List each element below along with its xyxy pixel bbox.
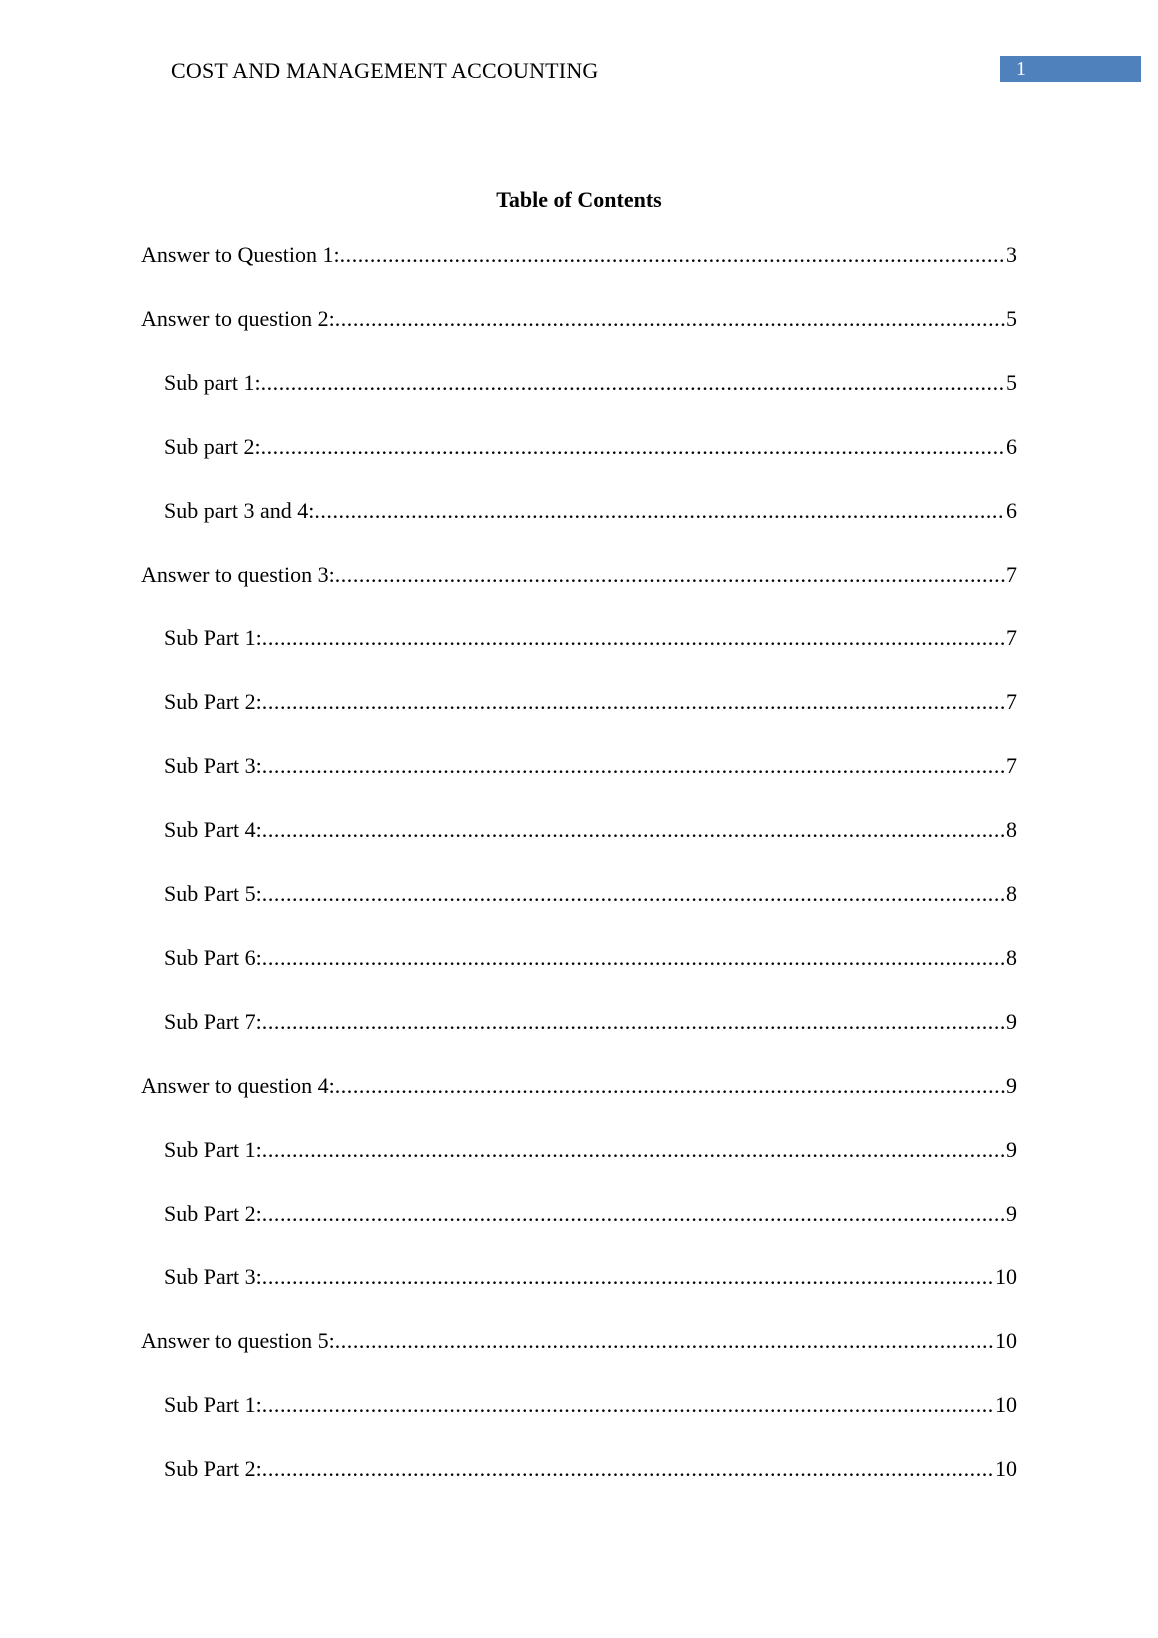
toc-entry-label: Sub Part 5: [164, 881, 262, 906]
toc-entry-label: Sub Part 2: [164, 1456, 262, 1482]
toc-dot-leader [262, 1455, 994, 1483]
toc-entry-page-number: 7 [1006, 561, 1017, 587]
toc-entry-label: Sub part 3 and 4: [164, 497, 315, 523]
toc-entry[interactable] [141, 561, 1017, 589]
toc-entry-page-number: 10 [995, 1392, 1017, 1418]
toc-entry[interactable] [164, 369, 1017, 397]
toc-dot-leader [262, 688, 1005, 716]
toc-entry-page-number: 7 [1006, 753, 1017, 779]
toc-entry[interactable] [164, 752, 1017, 780]
toc-entry-page-number: 9 [1006, 1200, 1017, 1226]
toc-entry-page-number: 3 [1006, 242, 1017, 267]
page-number-box [1000, 56, 1141, 82]
toc-entry-label: Sub Part 1: [164, 1392, 262, 1418]
toc-dot-leader [262, 1136, 1005, 1164]
toc-entry[interactable] [164, 624, 1017, 652]
toc-entry-page-number: 8 [1006, 881, 1017, 906]
toc-dot-leader [335, 561, 1005, 589]
toc-dot-leader [314, 497, 1005, 525]
toc-dot-leader [262, 1008, 1005, 1036]
toc-entry-page-number: 8 [1006, 817, 1017, 843]
toc-entry-label: Sub Part 2: [164, 689, 262, 715]
toc-title: Table of Contents [496, 187, 662, 212]
toc-entry-page-number: 10 [995, 1264, 1017, 1290]
toc-entry-page-number: 10 [995, 1328, 1017, 1354]
toc-dot-leader [335, 1327, 994, 1355]
toc-entry-label: Answer to Question 1: [141, 242, 340, 267]
toc-entry-page-number: 5 [1006, 369, 1017, 395]
toc-entry-page-number: 9 [1006, 1136, 1017, 1162]
toc-entry[interactable] [164, 688, 1017, 716]
toc-entry[interactable] [164, 1455, 1017, 1483]
toc-entry-label: Sub Part 3: [164, 753, 262, 779]
toc-dot-leader [262, 752, 1005, 780]
toc-entry-label: Sub Part 2: [164, 1200, 262, 1226]
toc-entry[interactable] [164, 880, 1017, 908]
toc-dot-leader [261, 369, 1005, 397]
toc-entry-page-number: 8 [1006, 944, 1017, 970]
toc-entry[interactable] [164, 497, 1017, 525]
toc-entry-page-number: 9 [1006, 1072, 1017, 1098]
page-number: 1 [1016, 58, 1026, 80]
toc-entry-page-number: 9 [1006, 1008, 1017, 1034]
toc-entry-label: Sub Part 7: [164, 1008, 262, 1034]
toc-entry[interactable] [141, 1327, 1017, 1355]
toc-entry[interactable] [164, 944, 1017, 972]
toc-entry-label: Sub Part 1: [164, 1136, 262, 1162]
toc-dot-leader [262, 624, 1005, 652]
toc-entry[interactable] [164, 1200, 1017, 1228]
toc-dot-leader [261, 433, 1005, 461]
toc-entry-page-number: 10 [995, 1456, 1017, 1482]
toc-dot-leader [262, 1391, 994, 1419]
toc-entry-page-number: 5 [1006, 305, 1017, 331]
toc-dot-leader [335, 1072, 1005, 1100]
toc-dot-leader [335, 305, 1005, 333]
toc-entry[interactable] [141, 241, 1017, 269]
toc-entry-page-number: 7 [1006, 625, 1017, 651]
toc-entry[interactable] [164, 816, 1017, 844]
toc-entry-label: Answer to question 5: [141, 1328, 335, 1354]
toc-dot-leader [262, 880, 1005, 908]
toc-entry-label: Answer to question 3: [141, 561, 335, 587]
toc-entry[interactable] [141, 305, 1017, 333]
toc-entry-page-number: 6 [1006, 497, 1017, 523]
running-head: COST AND MANAGEMENT ACCOUNTING [171, 58, 599, 83]
toc-entry-label: Answer to question 2: [141, 305, 335, 331]
toc-entry[interactable] [141, 1072, 1017, 1100]
toc-entry[interactable] [164, 1391, 1017, 1419]
toc-entry[interactable] [164, 1008, 1017, 1036]
toc-entry[interactable] [164, 1263, 1017, 1291]
toc-entry-page-number: 7 [1006, 689, 1017, 715]
toc-entry-label: Sub part 1: [164, 369, 261, 395]
toc-dot-leader [262, 816, 1005, 844]
toc-entry-label: Sub Part 3: [164, 1264, 262, 1290]
toc-entry-label: Sub Part 6: [164, 944, 262, 970]
toc-entry-label: Sub Part 1: [164, 625, 262, 651]
toc-entry-label: Sub Part 4: [164, 817, 262, 843]
toc-entry[interactable] [164, 1136, 1017, 1164]
toc-entry-page-number: 6 [1006, 433, 1017, 459]
toc-entry[interactable] [164, 433, 1017, 461]
toc-dot-leader [262, 1263, 994, 1291]
toc-dot-leader [262, 944, 1005, 972]
toc-entry-label: Sub part 2: [164, 433, 261, 459]
toc-dot-leader [262, 1200, 1005, 1228]
toc-dot-leader [340, 241, 1005, 269]
toc-entry-label: Answer to question 4: [141, 1072, 335, 1098]
